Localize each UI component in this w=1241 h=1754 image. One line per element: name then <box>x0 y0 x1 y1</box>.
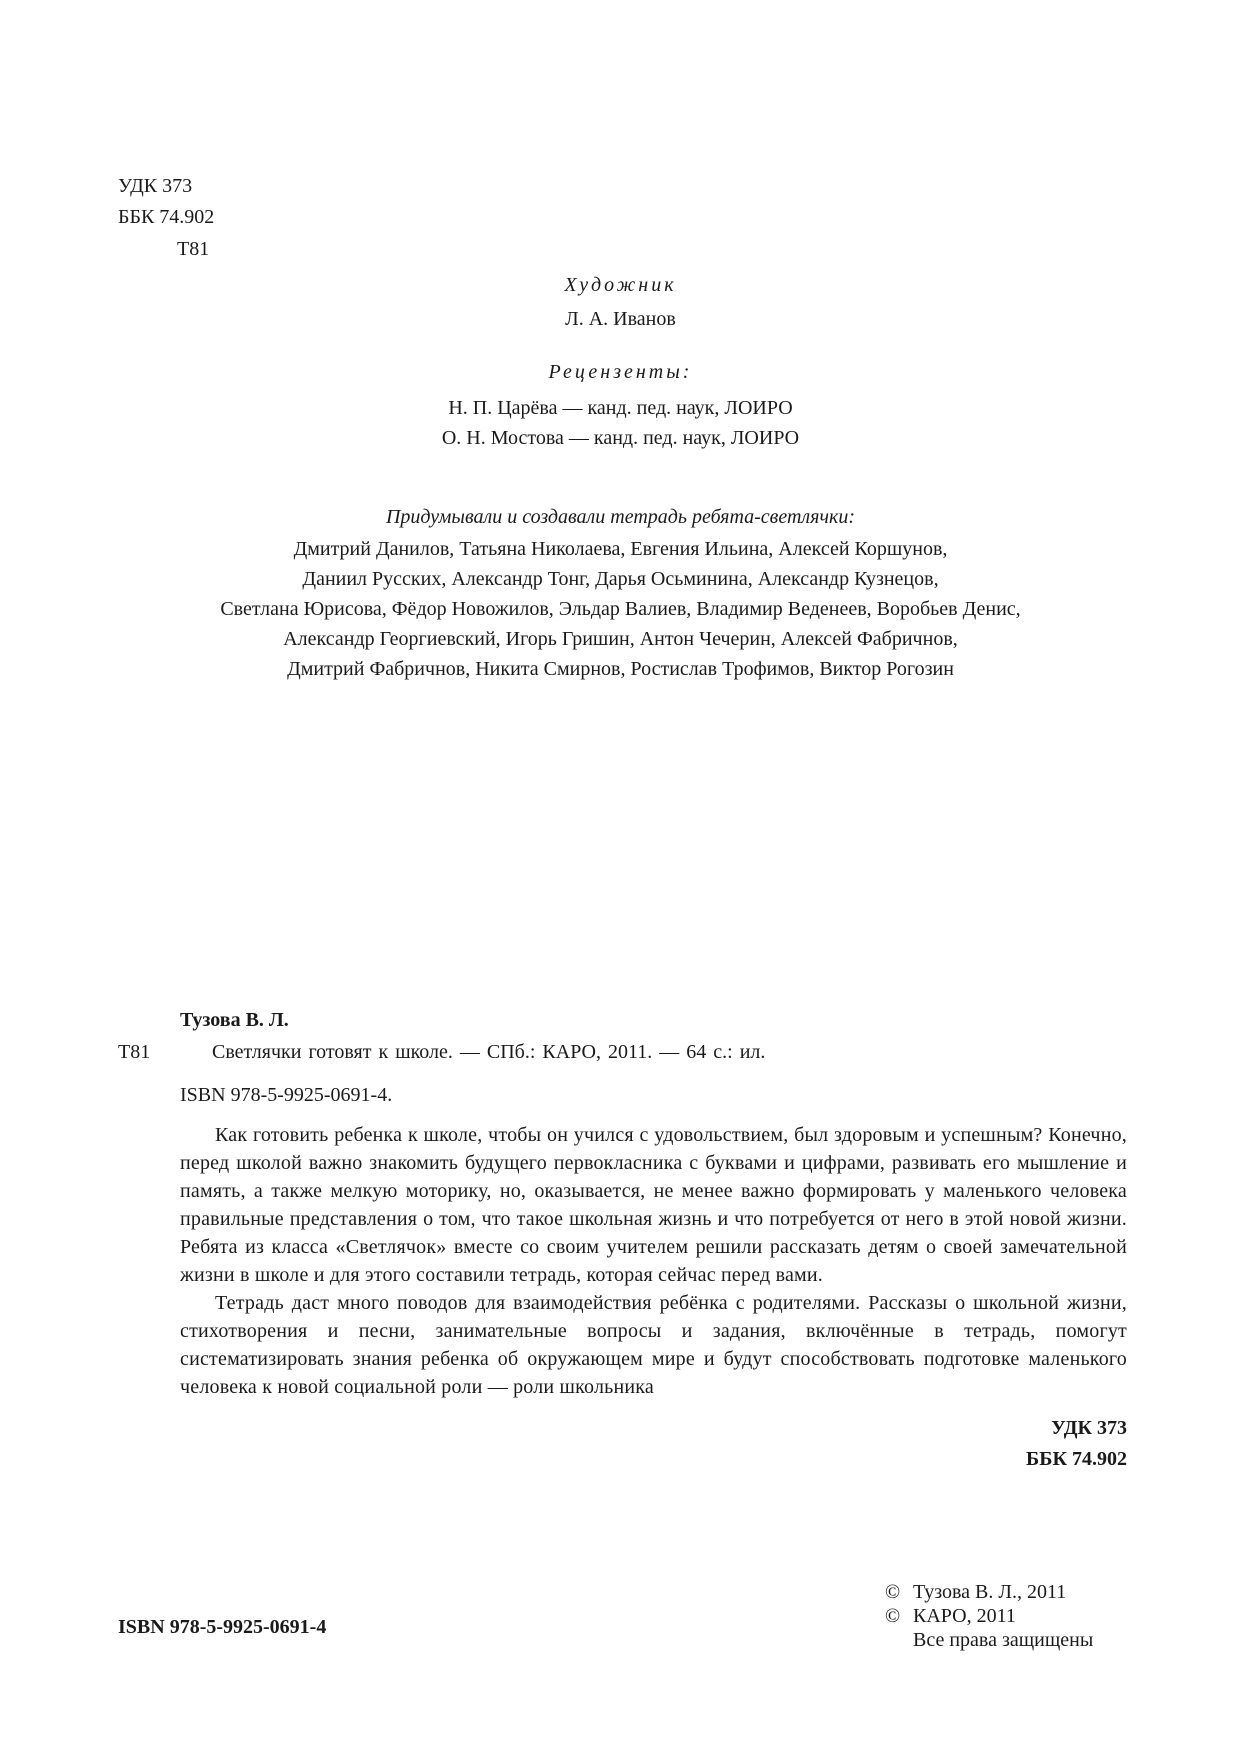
reviewers-block <box>0 357 1241 453</box>
abstract-paragraph: Тетрадь даст много поводов для взаимодействия ребёнка с родителями. Рассказы о школьной жизни, стихотворения и песни, занимательные вопросы и задания, включённые в тетрадь, помогут систематизировать знания ребенка об окружающем мире и будут способствовать подготовке маленького человека к новой социальной роли — роли школьника <box>180 1292 1127 1398</box>
bibliographic-title: Светлячки готовят к школе. — СПб.: КАРО, 2011. — 64 с.: ил. <box>212 1041 766 1063</box>
reviewer-item: О. Н. Мостова — канд. пед. наук, ЛОИРО <box>441 427 800 449</box>
artist-block <box>0 270 1241 334</box>
artist-name: Л. А. Иванов <box>565 308 676 330</box>
creators-block <box>0 502 1241 684</box>
copyright-block <box>885 1580 1093 1652</box>
copyright-line <box>885 1604 1093 1628</box>
creators-line: Александр Георгиевский, Игорь Гришин, Антон Чечерин, Алексей Фабричнов, <box>283 628 958 650</box>
abstract-paragraph: Как готовить ребенка к школе, чтобы он учился с удовольствием, был здоровым и успешным? Конечно, перед школой важно знакомить будущего первокласника с буквами и цифрами, развивать его мышление и память, а также мелкую моторику, но, оказывается, не менее важно формировать у маленького человека правильные представления о том, что такое школьная жизнь и что потребуется от него в этой новой жизни. Ребята из класса «Светлячок» вместе со своим учителем решили рассказать детям о своей замечательной жизни в школе и для этого составили тетрадь, которая сейчас перед вами. <box>180 1124 1127 1286</box>
author-mark: Т81 <box>118 1041 151 1063</box>
creators-label: Придумывали и создавали тетрадь ребята-светлячки: <box>385 506 855 528</box>
bbk-code-top: ББК 74.902 <box>118 206 215 228</box>
creators-line: Дмитрий Фабричнов, Никита Смирнов, Ростислав Трофимов, Виктор Рогозин <box>287 658 954 680</box>
reviewers-label: Рецензенты: <box>548 361 693 383</box>
creators-line: Даниил Русских, Александр Тонг, Дарья Осьминина, Александр Кузнецов, <box>302 568 939 590</box>
copyright-line <box>885 1580 1093 1604</box>
copyright-icon: © <box>885 1581 901 1603</box>
udk-code-top: УДК 373 <box>118 175 193 197</box>
udk-code-bottom: УДК 373 <box>1051 1417 1127 1439</box>
isbn-bottom: ISBN 978-5-9925-0691-4 <box>118 1616 327 1638</box>
abstract <box>180 1121 1127 1401</box>
creators-line: Светлана Юрисова, Фёдор Новожилов, Эльдар Валиев, Владимир Веденеев, Воробьев Денис, <box>220 598 1021 620</box>
creators-line: Дмитрий Данилов, Татьяна Николаева, Евгения Ильина, Алексей Коршунов, <box>293 538 948 560</box>
rights-reserved: Все права защищены <box>913 1629 1094 1651</box>
artist-label: Художник <box>564 274 677 296</box>
author-mark-top: Т81 <box>177 238 210 260</box>
bbk-code-bottom: ББК 74.902 <box>1026 1448 1127 1470</box>
copyright-holder: КАРО, 2011 <box>913 1605 1016 1627</box>
copyright-icon: © <box>885 1605 901 1627</box>
reviewer-item: Н. П. Царёва — канд. пед. наук, ЛОИРО <box>448 397 793 419</box>
isbn-line: ISBN 978-5-9925-0691-4. <box>180 1084 393 1106</box>
copyright-holder: Тузова В. Л., 2011 <box>913 1581 1067 1603</box>
author-name: Тузова В. Л. <box>180 1009 289 1031</box>
